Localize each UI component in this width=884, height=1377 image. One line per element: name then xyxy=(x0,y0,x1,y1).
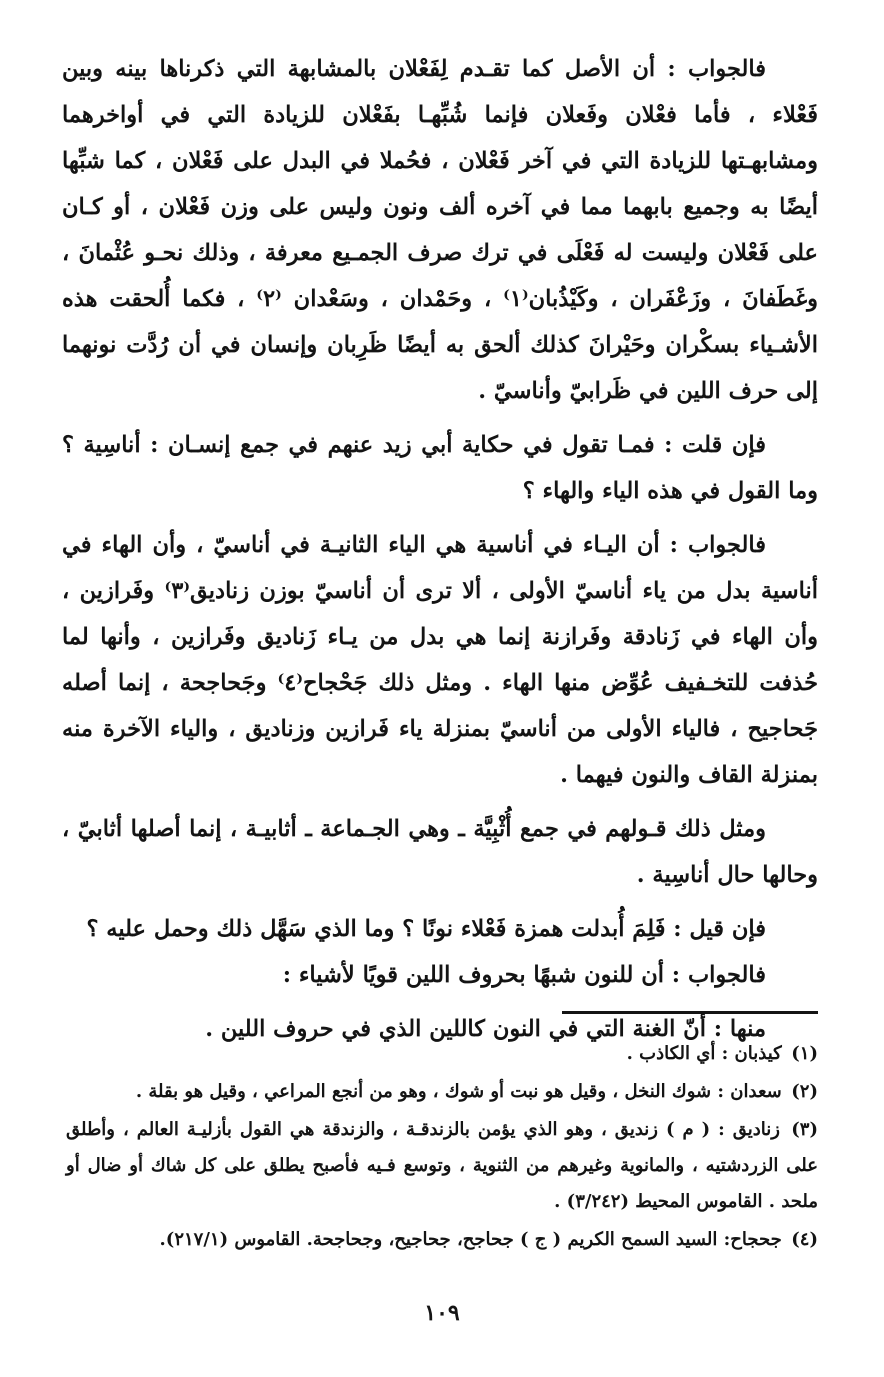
paragraph-question-hamza: فإن قيل : فَلِمَ أُبدلت همزة فَعْلاء نونًا ؟ وما الذي سَهَّل ذلك وحمل عليه ؟ xyxy=(86,916,766,942)
footnote-text: سعدان : شوك النخل ، وقيل هو نبت أو شوك ، وهو من أنجع المراعي ، وقيل هو بقلة . xyxy=(135,1081,782,1102)
footnote-3 xyxy=(66,1112,818,1220)
page-number: ١٠٩ xyxy=(424,1300,460,1326)
paragraph-answer-falan: فالجواب : أن الأصل كما تقـدم لِفَعْلان بالمشابهة التي ذكرناها بينه وبين فَعْلاء ، فأما فعْلان وفَعلان فإنما شُبِّهـا بفَعْلان للزيادة التي في أواخرهما ومشابهـتها للزيادة التي في آخر فَعْلان ، فحُملا في البدل على فَعْلان ، كما شبِّها أيضًا به وجميع بابهما مما في آخره ألف ونون وليس على وزن فَعْلان ، أو كـان على فَعْلان وليست له فَعْلَى في ترك صرف الجمـيع معرفة ، وذلك نحـو عُثْمانَ ، وغَطَفانَ ، وزَعْفَران ، وكَيْذُبان⁽١⁾ ، وحَمْدان ، وسَعْدان ⁽٢⁾ ، فكما أُلحقت هذه الأشـياء بسكْران وحَيْرانَ كذلك ألحق به أيضًا ظَرِبان وإنسان في أن رُدَّت نونهما إلى حرف اللين في ظَرابيّ وأناسيّ . xyxy=(62,56,818,404)
paragraph-uthbiya: ومثل ذلك قـولهم في جمع أُثْبِيَّة ـ وهي الجـماعة ـ أثابيـة ، إنما أصلها أثابيّ ، وحالها حال أناسِية . xyxy=(62,816,818,888)
paragraph-ghunna: منها : أنّ الغنة التي في النون كاللين الذي في حروف اللين . xyxy=(205,1016,766,1042)
footnote-separator xyxy=(562,1011,818,1014)
footnote-2 xyxy=(66,1074,818,1110)
footnote-number: (٤) xyxy=(791,1229,818,1250)
footnote-text: جحجاح: السيد السمح الكريم ( ج ) جحاجح، جحاجيح، وجحاجحة. القاموس (٢١٧/١). xyxy=(159,1229,782,1250)
footnote-text: زناديق : ( م ) زنديق ، وهو الذي يؤمن بالزندقـة ، والزندقة هي القول بأزليـة العالم ، وأطلق على الزردشتيه ، والمانوية وغيرهم من الثنوية ، وتوسع فـيه فأصبح يطلق على كل شاك أو ضال أو ملحد . القاموس المحيط (٣/٢٤٢) . xyxy=(66,1119,818,1212)
footnote-number: (١) xyxy=(791,1043,818,1064)
footnotes xyxy=(66,1036,818,1260)
paragraph-answer-nun: فالجواب : أن للنون شبهًا بحروف اللين قويًا لأشياء : xyxy=(282,962,766,988)
footnote-4 xyxy=(66,1222,818,1258)
main-text xyxy=(62,46,818,1052)
paragraph-answer-anasiya: فالجواب : أن اليـاء في أناسية هي الياء الثانيـة في أناسيّ ، وأن الهاء في أناسية بدل من ياء أناسيّ الأولى ، ألا ترى أن أناسيّ بوزن زناديق⁽٣⁾ وفَرازين ، وأن الهاء في زَنادقة وفَرازنة إنما هي بدل من يـاء زَناديق وفَرازين ، وأنها لما حُذفت للتخـفيف عُوِّض منها الهاء . ومثل ذلك جَحْجاح⁽٤⁾ وجَحاجحة ، إنما أصله جَحاجيح ، فالياء الأولى من أناسيّ بمنزلة ياء فَرازين وزناديق ، والياء الآخرة منه بمنزلة القاف والنون فيهما . xyxy=(62,532,818,788)
footnote-text: كيذبان : أي الكاذب . xyxy=(626,1043,782,1064)
footnote-1 xyxy=(66,1036,818,1072)
footnote-number: (٣) xyxy=(791,1119,818,1140)
footnote-number: (٢) xyxy=(791,1081,818,1102)
paragraph-question-anasiya: فإن قلت : فمـا تقول في حكاية أبي زيد عنهم في جمع إنسـان : أناسِية ؟ وما القول في هذه الياء والهاء ؟ xyxy=(62,432,818,504)
